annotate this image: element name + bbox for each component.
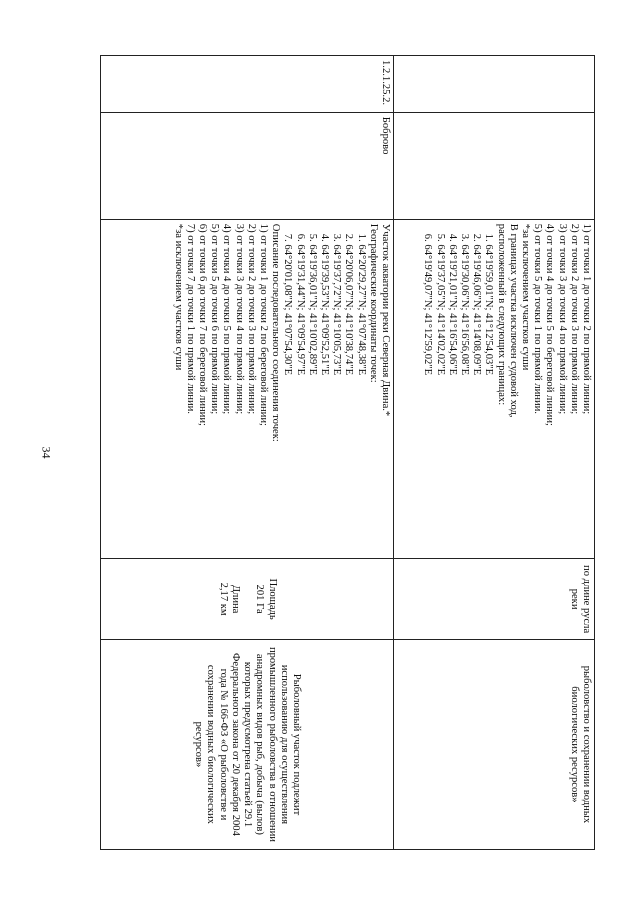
table-row <box>394 56 595 850</box>
description-line: *за исключением участков суши <box>172 223 184 371</box>
cell-size: по длине русла реки <box>394 559 595 640</box>
description-line: 4) от точки 4 до точки 5 по прямой линии; <box>221 223 233 415</box>
description-line: 5) от точки 5 до точки 1 по прямой линии. <box>532 223 544 414</box>
table-row <box>101 56 394 850</box>
description-line: 7. 64°20'01,08"N; 41°07'54,30"E <box>282 233 294 376</box>
description-line: 2. 64°19'46,06"N; 41°14'08,09"E <box>471 233 483 376</box>
rotated-table-container <box>100 55 595 850</box>
cell-size <box>101 559 394 640</box>
description-line: Описание последовательного соединения точек: <box>270 223 282 442</box>
description-line: Географические координаты точек: <box>367 223 379 383</box>
description-line: В границах участка исключен судовой ход, <box>507 223 519 418</box>
description-line: 6) от точки 6 до точки 7 по береговой линии; <box>196 223 208 426</box>
cell-purpose: Рыболовный участок подлежит использованию для осуществления промышленного рыболовства в отношении анадромных видов рыб, добыча (вылов) которых предусмотрена статьей 29.1 Федерального закона от 20 декабря 2004 года № 166-ФЗ «О рыболовстве и сохранении водных биологических ресурсов» <box>101 639 394 849</box>
description-line: Площадь <box>266 578 278 620</box>
description-line: 2. 64°20'06,07"N; 41°10'38,74"E <box>343 233 355 376</box>
description-line: 2) от точки 2 до точки 3 по прямой линии; <box>568 223 580 415</box>
description-line: 4. 64°19'21,01"N; 41°16'54,06"E <box>446 233 458 376</box>
cell-name: Боброво <box>101 112 394 219</box>
description-line: 6. 64°19'31,44"N; 41°09'54,97"E <box>294 233 306 376</box>
description-line: 1. 64°19'59,01"N; 41°12'54,03"E <box>483 233 495 376</box>
description-line: 5) от точки 5 до точки 6 по прямой линии; <box>209 223 221 415</box>
description-line: 7) от точки 7 до точки 1 по прямой линии. <box>184 223 196 414</box>
description-line: 5. 64°19'37,05"N; 41°14'02,02"E <box>434 233 446 376</box>
description-line: 6. 64°19'49,07"N; 41°12'59,02"E <box>422 233 434 376</box>
description-line: 3. 64°19'30,06"N; 41°16'56,08"E <box>458 233 470 376</box>
description-line: 5. 64°19'36,01"N; 41°10'02,89"E <box>306 233 318 376</box>
description-line: 1) от точки 1 до точки 2 по прямой линии; <box>581 223 592 415</box>
description-line: 3) от точки 3 до точки 4 по прямой линии; <box>556 223 568 415</box>
description-line: 4. 64°19'39,53"N; 41°09'52,51"E <box>318 233 330 376</box>
cell-description <box>394 219 595 559</box>
cell-purpose: рыболовство и сохранении водных биологических ресурсов» <box>394 639 595 849</box>
description-line: расположенный в следующих границах: <box>495 223 507 406</box>
description-line: 4) от точки 4 до точки 5 по береговой линии; <box>544 223 556 426</box>
description-line: 3. 64°19'37,72"N; 41°10'05,73"E <box>331 233 343 376</box>
description-line: 2,17 км <box>217 582 229 616</box>
description-line <box>241 563 253 635</box>
description-line: Участок акватории реки Северная Двина.* <box>380 223 391 417</box>
description-line: 1. 64°20'29,27"N; 41°07'48,38"E <box>355 233 367 376</box>
cell-number <box>394 56 595 113</box>
description-line: 3) от точки 3 до точки 4 по прямой линии; <box>233 223 245 415</box>
description-line: Длина <box>229 584 241 614</box>
cell-number: 1.2.1.25.2. <box>101 56 394 113</box>
page-number: 34 <box>39 446 54 459</box>
fishing-sites-table <box>100 55 595 850</box>
cell-name <box>394 112 595 219</box>
description-line: 1) от точки 1 до точки 2 по береговой линии; <box>257 223 269 426</box>
description-line: *за исключением участков суши <box>519 223 531 371</box>
description-line: 2) от точки 2 до точки 3 по прямой линии; <box>245 223 257 415</box>
cell-description <box>101 219 394 559</box>
description-line: 201 Га <box>254 584 266 614</box>
